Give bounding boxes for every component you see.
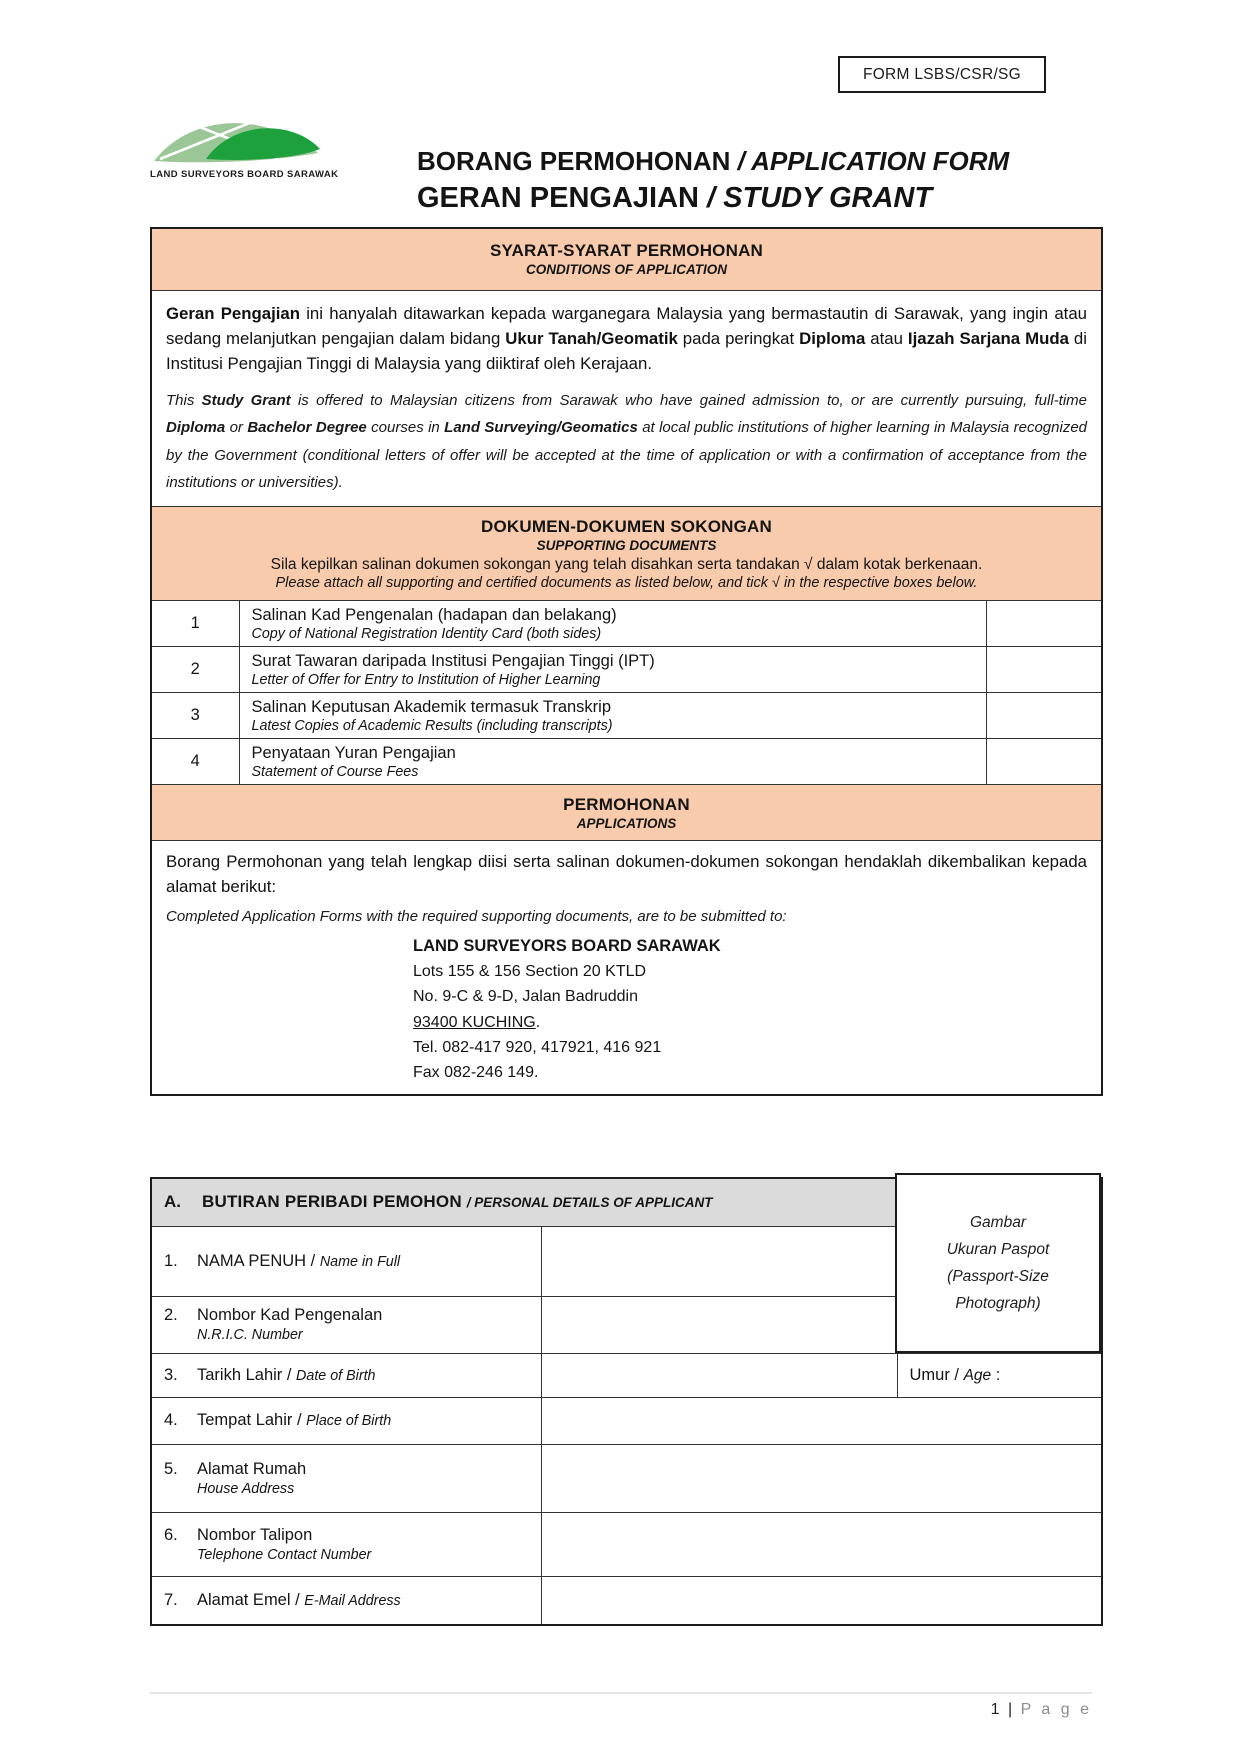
section-a-title-en: / PERSONAL DETAILS OF APPLICANT (466, 1195, 713, 1211)
document-number: 1 (151, 601, 239, 647)
field-house-address[interactable] (541, 1444, 1102, 1512)
documents-title-my: DOKUMEN-DOKUMEN SOKONGAN (481, 516, 772, 536)
conditions-title-my: SYARAT-SYARAT PERMOHONAN (489, 241, 764, 261)
applications-header-row (151, 785, 1102, 841)
label-my: Nombor Talipon (197, 1525, 313, 1544)
text-bold: Ijazah Sarjana Muda (907, 328, 1069, 348)
label-name-in-full (151, 1226, 541, 1296)
applications-body (151, 841, 1102, 1095)
age-label-en: Age (963, 1366, 992, 1384)
text-bold: Ukur Tanah/Geomatik (505, 328, 678, 348)
form-row-house-address (151, 1444, 1102, 1512)
conditions-header (151, 228, 1102, 290)
field-email-address[interactable] (541, 1576, 1102, 1625)
title-text: BORANG PERMOHONAN (417, 146, 738, 176)
label-date-of-birth (151, 1353, 541, 1397)
title-text-italic: / STUDY GRANT (707, 182, 933, 214)
applications-header (151, 785, 1102, 841)
label-en: Name in Full (319, 1253, 401, 1270)
passport-photo-note (947, 1209, 1050, 1318)
conditions-body (151, 290, 1102, 507)
document-row (151, 739, 1102, 785)
label-email-address (151, 1576, 541, 1625)
photo-note-line: Photograph) (955, 1295, 1041, 1313)
passport-photo-box (895, 1173, 1101, 1353)
document-name-my: Salinan Keputusan Akademik termasuk Transkrip (251, 697, 612, 716)
field-telephone-number[interactable] (541, 1512, 1102, 1576)
label-en: N.R.I.C. Number (197, 1327, 303, 1343)
address-tel: Tel. 082-417 920, 417921, 416 921 (413, 1038, 662, 1056)
field-age[interactable] (897, 1353, 1102, 1397)
applications-paragraph-malay: Borang Permohonan yang telah lengkap diisi serta salinan dokumen-dokumen sokongan hendaklah dikembalikan kepada alamat berikut: (166, 852, 1087, 897)
label-en: E-Mail Address (304, 1592, 401, 1609)
tick-box-3[interactable] (986, 693, 1102, 739)
document-number: 4 (151, 739, 239, 785)
form-row-date-of-birth (151, 1353, 1102, 1397)
field-nric-number[interactable] (541, 1296, 897, 1353)
board-address-block (413, 933, 1087, 1085)
tick-box-2[interactable] (986, 647, 1102, 693)
document-name-en: Latest Copies of Academic Results (including transcripts) (251, 717, 613, 734)
text-bold: Diploma (799, 328, 866, 348)
lsbs-logo (150, 112, 339, 180)
document-name-my: Penyataan Yuran Pengajian (251, 743, 456, 762)
document-name-my: Salinan Kad Pengenalan (hadapan dan belakang) (251, 605, 617, 624)
text: ini hanyalah ditawarkan kepada warganegara Malaysia yang bermastautin di Sarawak, yang ingin atau sedang melanjutkan pengajian dalam bidang (166, 303, 1087, 348)
row-number: 2. (164, 1306, 178, 1324)
document-number: 2 (151, 647, 239, 693)
document-row (151, 601, 1102, 647)
field-date-of-birth[interactable] (541, 1353, 897, 1397)
form-code-box (838, 56, 1046, 93)
documents-header-row (151, 507, 1102, 601)
conditions-title-en: CONDITIONS OF APPLICATION (526, 262, 727, 278)
age-label-colon: : (991, 1365, 1001, 1384)
field-name-in-full[interactable] (541, 1226, 897, 1296)
document-row (151, 693, 1102, 739)
applications-body-row (151, 841, 1102, 1095)
label-en: Place of Birth (306, 1413, 392, 1429)
document-name-en: Statement of Course Fees (251, 763, 419, 780)
logo-caption: LAND SURVEYORS BOARD SARAWAK (150, 169, 339, 180)
label-telephone-number (151, 1512, 541, 1576)
label-my: Nombor Kad Pengenalan (197, 1306, 383, 1324)
address-line1: Lots 155 & 156 Section 20 KTLD (413, 963, 647, 981)
document-name-my: Surat Tawaran daripada Institusi Pengajian Tinggi (IPT) (251, 651, 655, 670)
row-number: 6. (164, 1525, 178, 1544)
document-row (151, 647, 1102, 693)
document-description (239, 693, 986, 739)
form-title-line2 (417, 182, 1009, 215)
documents-title-en: SUPPORTING DOCUMENTS (536, 537, 717, 553)
label-my: NAMA PENUH / (197, 1251, 320, 1270)
row-number: 4. (164, 1411, 178, 1429)
label-my: Tempat Lahir / (197, 1411, 307, 1429)
conditions-header-row (151, 228, 1102, 290)
conditions-documents-table (150, 227, 1103, 1096)
label-my: Alamat Rumah (197, 1459, 307, 1478)
text: atau (865, 328, 908, 348)
applications-title-en: APPLICATIONS (576, 815, 677, 831)
address-city (413, 1010, 1087, 1035)
lsbs-logo-icon (152, 112, 322, 168)
tick-box-4[interactable] (986, 739, 1102, 785)
address-name: LAND SURVEYORS BOARD SARAWAK (413, 937, 721, 956)
text-bold: Land Surveying/Geomatics (444, 419, 638, 437)
text: is offered to Malaysian citizens from Sarawak who have gained admission to, or are currently pursuing, full-time (290, 392, 1087, 410)
age-label-my: Umur / (909, 1365, 964, 1384)
label-house-address (151, 1444, 541, 1512)
row-number: 3. (164, 1365, 178, 1384)
document-description (239, 739, 986, 785)
text-bold: Geran Pengajian (166, 303, 300, 323)
photo-note-line: Gambar (970, 1213, 1026, 1231)
address-fax: Fax 082-246 149. (413, 1064, 539, 1082)
document-number: 3 (151, 693, 239, 739)
label-en: Telephone Contact Number (197, 1546, 372, 1563)
row-number: 5. (164, 1459, 178, 1478)
form-row-email (151, 1576, 1102, 1625)
label-place-of-birth (151, 1397, 541, 1444)
conditions-body-row (151, 290, 1102, 507)
text: at local public institutions of higher learning in Malaysia recognized by the Government (conditional letters of offer will be accepted at the time of application or with a confirmation of acceptance from the institutions or universities). (166, 419, 1088, 491)
row-number: 7. (164, 1590, 178, 1609)
section-a-label: A. (164, 1192, 181, 1212)
label-en: House Address (197, 1480, 295, 1497)
section-a-personal-details (150, 1177, 1103, 1626)
label-my: Tarikh Lahir / (197, 1365, 297, 1384)
applications-paragraph-english: Completed Application Forms with the required supporting documents, are to be submitted to: (166, 907, 787, 925)
title-text-italic: / APPLICATION FORM (737, 146, 1010, 176)
text: This (166, 392, 202, 410)
form-title-line1 (417, 146, 1009, 177)
label-en: Date of Birth (296, 1367, 376, 1384)
page-footer (150, 1701, 1092, 1719)
document-description (239, 647, 986, 693)
page-label: P a g e (1020, 1701, 1092, 1718)
field-place-of-birth[interactable] (541, 1397, 1102, 1444)
form-body (150, 227, 1103, 1096)
documents-note-en: Please attach all supporting and certified documents as listed below, and tick √ in the respective boxes below. (275, 574, 978, 591)
footer-divider (150, 1692, 1092, 1694)
text: or (225, 419, 248, 437)
page-number: 1 | (990, 1701, 1021, 1718)
text-bold: Diploma (166, 419, 226, 437)
label-my: Alamat Emel / (197, 1590, 305, 1609)
conditions-paragraph-english (166, 387, 1087, 496)
text-bold: Study Grant (201, 392, 291, 410)
text: di Institusi Pengajian Tinggi di Malaysia yang diiktiraf oleh Kerajaan. (166, 328, 1087, 373)
text: courses in (366, 419, 445, 437)
form-row-place-of-birth (151, 1397, 1102, 1444)
form-title (417, 146, 1009, 215)
address-city-suffix: . (535, 1013, 541, 1031)
form-row-telephone (151, 1512, 1102, 1576)
document-name-en: Copy of National Registration Identity Card (both sides) (251, 625, 602, 642)
conditions-paragraph-malay (166, 301, 1087, 377)
document-name-en: Letter of Offer for Entry to Institution of Higher Learning (251, 671, 601, 688)
form-code-text: FORM LSBS/CSR/SG (862, 65, 1022, 83)
section-a-title-my: BUTIRAN PERIBADI PEMOHON (202, 1192, 467, 1212)
tick-box-1[interactable] (986, 601, 1102, 647)
photo-note-line: (Passport-Size (947, 1268, 1049, 1285)
applications-title-my: PERMOHONAN (563, 794, 690, 814)
title-text: GERAN PENGAJIAN (417, 182, 708, 214)
text-bold: Bachelor Degree (247, 419, 367, 437)
documents-note-my: Sila kepilkan salinan dokumen sokongan yang telah disahkan serta tandakan √ dalam kotak berkenaan. (270, 555, 983, 573)
label-nric-number (151, 1296, 541, 1353)
photo-note-line: Ukuran Paspot (946, 1240, 1050, 1258)
documents-header (151, 507, 1102, 601)
address-city-underlined: 93400 KUCHING (413, 1013, 536, 1031)
address-line2: No. 9-C & 9-D, Jalan Badruddin (413, 988, 638, 1006)
document-description (239, 601, 986, 647)
text: pada peringkat (677, 328, 800, 348)
row-number: 1. (164, 1251, 178, 1270)
